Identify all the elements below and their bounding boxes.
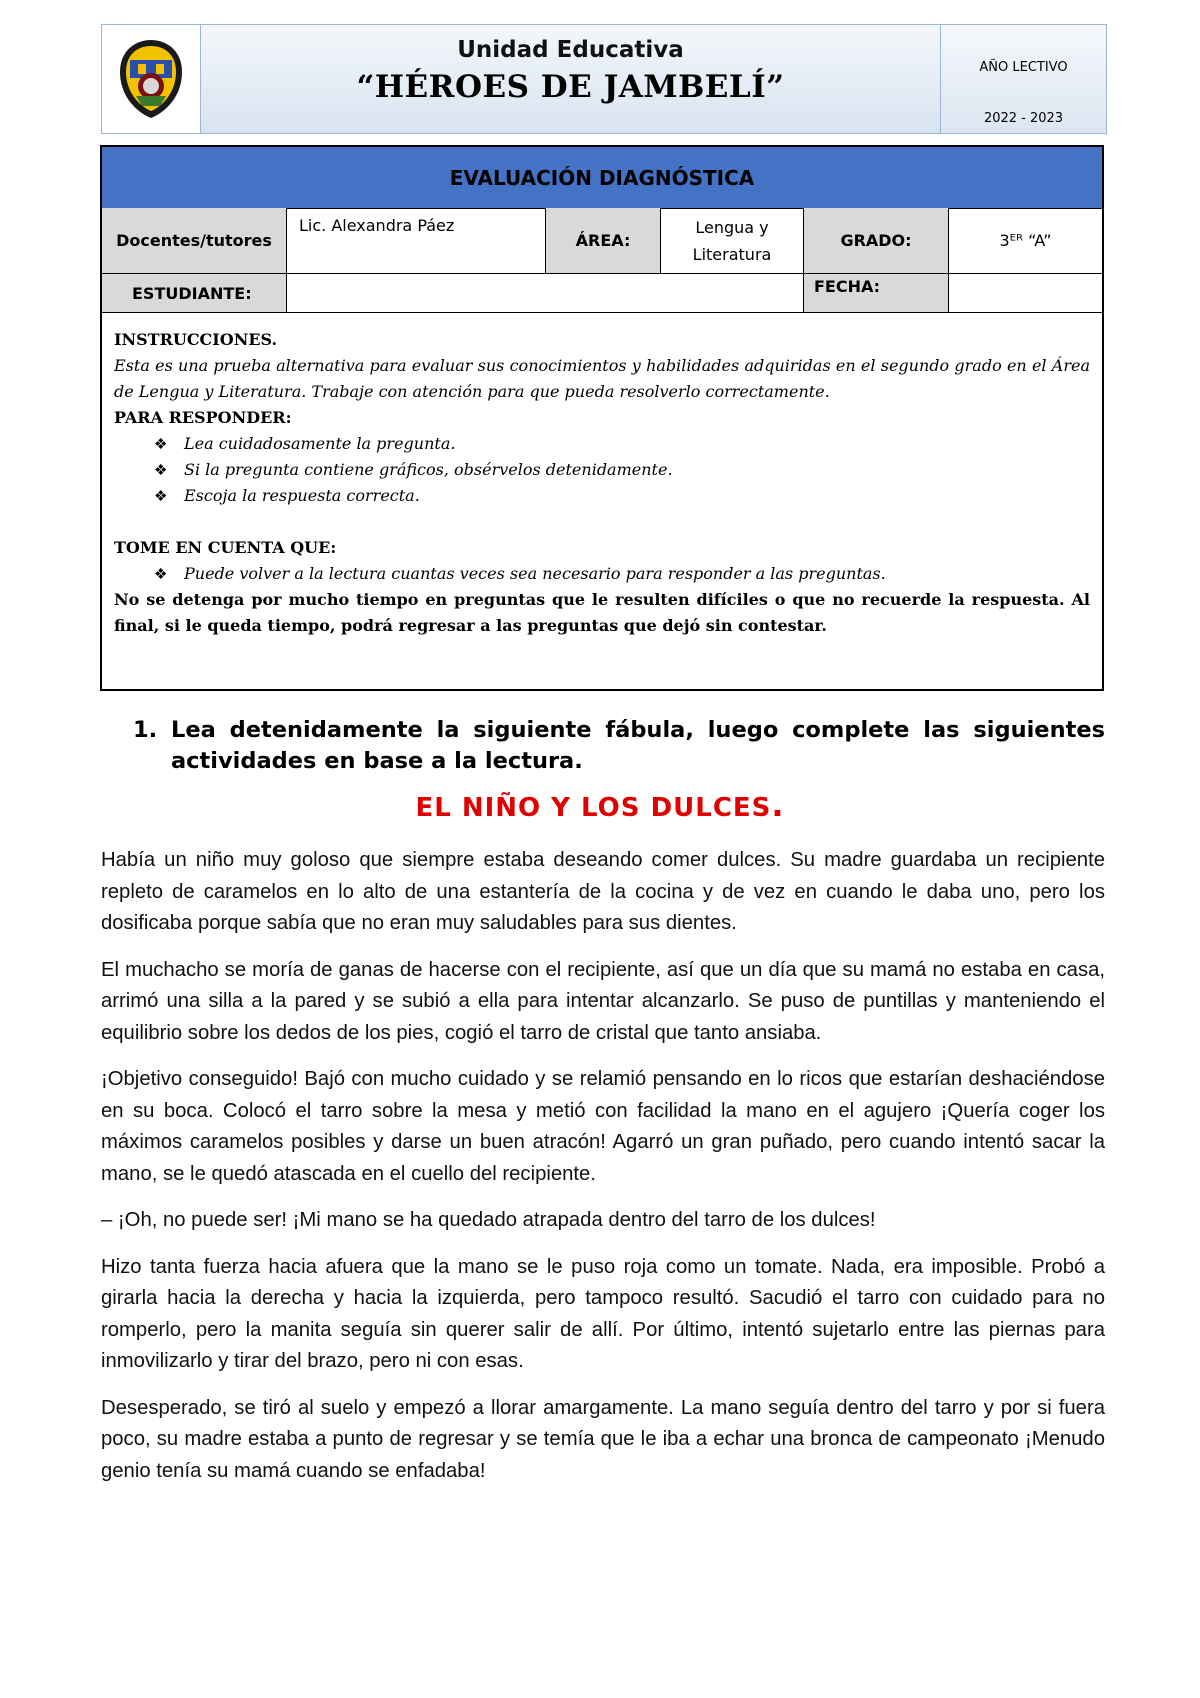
instructions-intro: Esta es una prueba alternativa para evaluar sus conocimientos y habilidades adquiridas en el segundo grado en el Área de Lengua y Literatura. Trabaje con atención para que pueda resolverlo correctamente. bbox=[114, 356, 1090, 401]
school-crest-icon bbox=[116, 38, 186, 120]
student-field[interactable] bbox=[287, 274, 804, 313]
story-paragraph: Hizo tanta fuerza hacia afuera que la mano se le puso roja como un tomate. Nada, era imposible. Probó a girarla hacia la derecha y hacia la izquierda, pero tampoco resultó. Sacudió el tarro con cuidado para no romperlo, pero la manita seguía sin querer salir de allí. Por último, intentó sujetarlo entre las piernas para inmovilizarlo y tirar del brazo, pero ni con esas. bbox=[101, 1255, 1105, 1372]
student-row bbox=[102, 274, 1102, 313]
respond-item: ❖ Escoja la respuesta correcta. bbox=[154, 483, 1090, 509]
respond-list bbox=[114, 431, 1090, 509]
story-title-text: EL NIÑO Y LOS DULCES bbox=[415, 793, 772, 823]
school-name: “HÉROES DE JAMBELÍ” bbox=[356, 69, 785, 105]
school-year-value: 2022 - 2023 bbox=[983, 111, 1064, 126]
grade-label: GRADO: bbox=[804, 208, 949, 274]
school-year-label: AÑO LECTIVO bbox=[979, 60, 1068, 75]
respond-heading: PARA RESPONDER: bbox=[114, 408, 292, 427]
area-label: ÁREA: bbox=[546, 208, 661, 274]
school-title-cell bbox=[201, 25, 941, 133]
story-body bbox=[101, 845, 1105, 1502]
note-heading: TOME EN CUENTA QUE: bbox=[114, 538, 337, 557]
evaluation-box bbox=[100, 145, 1104, 691]
teacher-label: Docentes/tutores bbox=[102, 208, 287, 274]
grade-value: 3ᴱᴿ “A” bbox=[949, 208, 1102, 274]
instructions-heading: INSTRUCCIONES. bbox=[114, 330, 278, 349]
respond-item: ❖ Lea cuidadosamente la pregunta. bbox=[154, 431, 1090, 457]
teacher-row bbox=[102, 208, 1102, 274]
logo-cell bbox=[102, 25, 201, 133]
story-paragraph: El muchacho se moría de ganas de hacerse con el recipiente, así que un día que su mamá no estaba en casa, arrimó una silla a la pared y se subió a ella para intentar alcanzarlo. Se puso de puntillas y manteniendo el equilibrio sobre los dedos de los pies, cogió el tarro de cristal que tanto ansiaba. bbox=[101, 958, 1105, 1044]
note-list bbox=[114, 561, 1090, 587]
instructions-closing: No se detenga por mucho tiempo en preguntas que le resulten difíciles o que no recuerde la respuesta. Al final, si le queda tiempo, podrá regresar a las preguntas que dejó sin contestar. bbox=[114, 590, 1090, 635]
school-year-cell bbox=[941, 25, 1106, 133]
story-paragraph: ¡Objetivo conseguido! Bajó con mucho cuidado y se relamió pensando en lo ricos que estarían deshaciéndose en su boca. Colocó el tarro sobre la mesa y metió con facilidad la mano en el agujero ¡Quería coger los máximos caramelos posibles y darse un buen atracón! Agarró un gran puñado, pero cuando intentó sacar la mano, se le quedó atascada en el cuello del recipiente. bbox=[101, 1068, 1105, 1185]
student-label: ESTUDIANTE: bbox=[102, 274, 287, 313]
respond-item: ❖ Si la pregunta contiene gráficos, obsérvelos detenidamente. bbox=[154, 457, 1090, 483]
school-header bbox=[101, 24, 1107, 134]
area-value: Lengua y Literatura bbox=[661, 208, 804, 274]
story-paragraph: Había un niño muy goloso que siempre estaba deseando comer dulces. Su madre guardaba un recipiente repleto de caramelos en lo alto de una estantería de la cocina y de vez en cuando le daba uno, pero los dosificaba porque sabía que no eran muy saludables para sus dientes. bbox=[101, 849, 1105, 934]
story-paragraph: – ¡Oh, no puede ser! ¡Mi mano se ha quedado atrapada dentro del tarro de los dulces! bbox=[101, 1209, 876, 1231]
story-paragraph: Desesperado, se tiró al suelo y empezó a llorar amargamente. La mano seguía dentro del tarro y por si fuera poco, su madre estaba a punto de regresar y se temía que le iba a echar una bronca de campeonato ¡Menudo genio tenía su mamá cuando se enfadaba! bbox=[101, 1396, 1105, 1482]
school-type: Unidad Educativa bbox=[457, 37, 684, 63]
evaluation-title: EVALUACIÓN DIAGNÓSTICA bbox=[102, 147, 1102, 209]
story-title bbox=[0, 786, 1200, 824]
instructions-section bbox=[114, 327, 1090, 639]
question-text: Lea detenidamente la siguiente fábula, luego complete las siguientes actividades en base a la lectura. bbox=[171, 717, 1105, 774]
date-label: FECHA: bbox=[804, 274, 949, 313]
date-field[interactable] bbox=[949, 274, 1102, 313]
question-1 bbox=[133, 715, 1105, 777]
note-item: ❖ Puede volver a la lectura cuantas veces sea necesario para responder a las preguntas. bbox=[154, 561, 1090, 587]
question-number: 1. bbox=[133, 717, 158, 743]
teacher-value: Lic. Alexandra Páez bbox=[287, 208, 546, 274]
story-title-dot: . bbox=[771, 786, 785, 824]
